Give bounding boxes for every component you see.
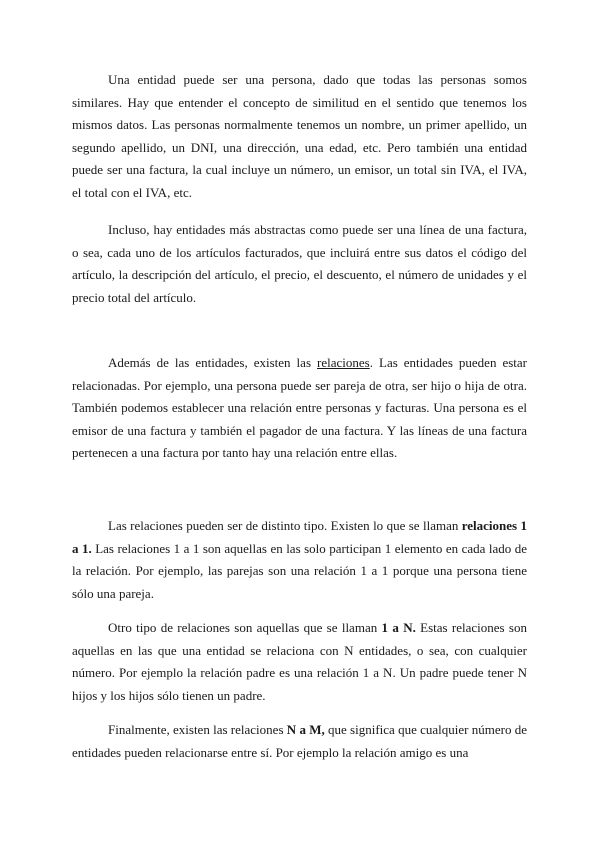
text-segment: Las relaciones pueden ser de distinto tipo. Existen lo que se llaman	[108, 518, 462, 533]
text-segment: Las relaciones 1 a 1 son aquellas en las solo participan 1 elemento en cada lado de la relación. Por ejemplo, las parejas son una relación 1 a 1 porque una persona tiene sólo una pareja.	[72, 540, 527, 601]
text-segment: Estas relaciones son aquellas en las que una entidad se relaciona con N entidades, o sea, con cualquier número. Por ejemplo la relación padre es una relación 1 a N. Un padre puede tener N hijos y los hijos sólo tienen un padre.	[72, 620, 527, 703]
text-segment: Otro tipo de relaciones son aquellas que se llaman	[108, 620, 382, 635]
bold-term-1-a-n: 1 a N.	[381, 620, 416, 635]
paragraph-relaciones-1-a-n	[72, 617, 527, 707]
text-segment: . Las entidades pueden estar relacionadas. Por ejemplo, una persona puede ser pareja de otra, ser hijo o hija de otra. También podemos establecer una relación entre personas y facturas. Una persona es el emisor de una factura y también el pagador de una factura. Y las líneas de una factura pertenecen a una factura por tanto hay una relación entre ellas.	[72, 355, 527, 461]
paragraph-relaciones-n-a-m	[72, 719, 527, 764]
text-segment: Finalmente, existen las relaciones	[108, 722, 287, 737]
paragraph-relaciones-1-a-1	[72, 515, 527, 605]
bold-term-n-a-m: N a M,	[286, 722, 325, 737]
text-segment: que significa que cualquier número de entidades pueden relacionarse entre sí. Por ejemplo la relación amigo es una	[72, 722, 527, 760]
paragraph-relaciones-intro	[72, 352, 527, 465]
bold-term-1-a-1: relaciones 1 a 1.	[72, 518, 528, 556]
relaciones-underlined-term: relaciones	[317, 355, 370, 370]
text-segment: Además de las entidades, existen las	[108, 355, 318, 370]
paragraph-entidad-persona: Una entidad puede ser una persona, dado que todas las personas somos similares. Hay que entender el concepto de similitud en el sentido que tenemos los mismos datos. Las personas normalmente tenemos un nombre, un primer apellido, un segundo apellido, un DNI, una dirección, una edad, etc. Pero también una entidad puede ser una factura, la cual incluye un número, un emisor, un total sin IVA, el IVA, el total con el IVA, etc.	[72, 72, 527, 200]
paragraph-entidades-abstractas: Incluso, hay entidades más abstractas como puede ser una línea de una factura, o sea, cada uno de los artículos facturados, que incluirá entre sus datos el código del artículo, la descripción del artículo, el precio, el descuento, el número de unidades y el precio total del artículo.	[72, 222, 527, 305]
